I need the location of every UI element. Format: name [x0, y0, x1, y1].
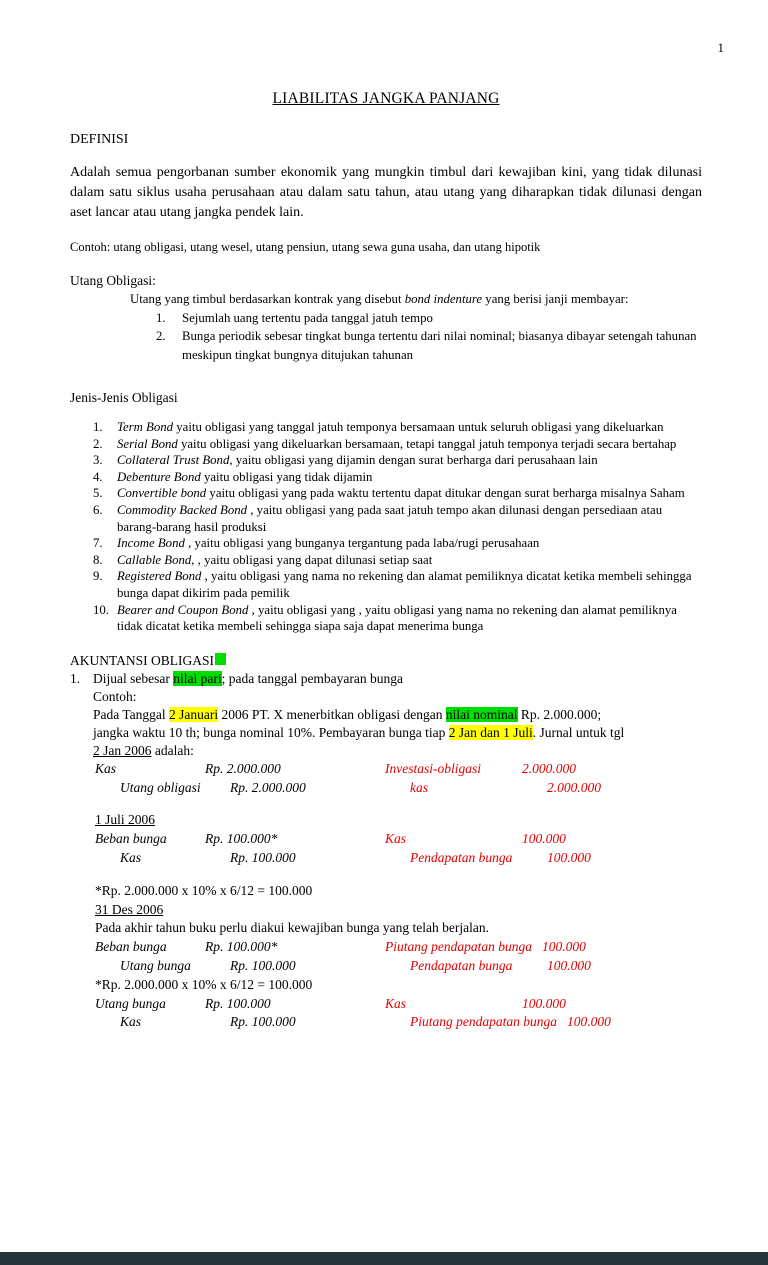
text-run: . Jurnal untuk tgl	[532, 724, 625, 740]
debit-amount: Rp. 100.000*	[205, 831, 278, 847]
debit-amount: Rp. 100.000	[230, 849, 296, 865]
debit-amount: Rp. 100.000	[230, 957, 296, 973]
interest-calculation-note: *Rp. 2.000.000 x 10% x 6/12 = 100.000	[95, 976, 313, 992]
list-item	[93, 436, 702, 453]
bond-term: Registered Bond ,	[117, 569, 208, 584]
debit-account: Kas	[95, 760, 117, 776]
list-item-number: 1.	[70, 670, 81, 686]
bond-description: yaitu obligasi yang , yaitu obligasi yang nama no rekening dan alamat pemiliknya tidak dicatat ketika membeli sehingga siapa saja dapat menerima bunga	[117, 602, 677, 634]
credit-amount: 100.000	[522, 995, 566, 1011]
contoh-line-1	[93, 706, 702, 724]
credit-amount: 2.000.000	[547, 779, 601, 795]
list-item-text	[117, 535, 702, 552]
credit-account: Kas	[385, 995, 407, 1011]
jenis-heading: Jenis-Jenis Obligasi	[70, 390, 178, 406]
bond-description: yaitu obligasi yang bunganya tergantung pada laba/rugi perusahaan	[191, 536, 540, 551]
highlight-nilai-pari: nilai pari	[173, 670, 222, 686]
list-item	[93, 535, 702, 552]
text-run: 2006 PT. X menerbitkan obligasi dengan	[218, 706, 446, 722]
journal-row	[70, 849, 702, 868]
list-item-number: 2.	[93, 436, 103, 451]
journal-row	[70, 1013, 702, 1032]
list-item	[93, 552, 702, 569]
bond-description: yaitu obligasi yang tanggal jatuh temponya bersamaan untuk seluruh obligasi yang dikeluarkan	[173, 420, 664, 435]
interest-calculation-note: *Rp. 2.000.000 x 10% x 6/12 = 100.000	[95, 882, 313, 898]
journal-row	[70, 760, 702, 779]
footer-bar	[0, 1252, 768, 1265]
section-jenis-obligasi	[70, 390, 702, 635]
date-31-des-2006: 31 Des 2006	[95, 901, 164, 917]
intro-text-post: yang berisi janji membayar:	[482, 292, 629, 307]
list-item-text	[117, 452, 702, 469]
credit-amount: 100.000	[522, 831, 566, 847]
bond-term: Callable Bond, ,	[117, 552, 201, 567]
bond-term: Income Bond ,	[117, 536, 192, 551]
list-item-text	[117, 552, 702, 569]
debit-amount: Rp. 100.000*	[205, 939, 278, 955]
utang-obligasi-heading: Utang Obligasi:	[70, 273, 156, 288]
list-item-number: 7.	[93, 536, 103, 551]
contoh-line-2	[93, 724, 702, 742]
bond-description: yaitu obligasi yang pada waktu tertentu dapat ditukar dengan surat berharga misalnya Saham	[206, 486, 685, 501]
debit-amount: Rp. 2.000.000	[230, 779, 306, 795]
credit-account: Piutang pendapatan bunga	[410, 1014, 557, 1030]
bond-description: yaitu obligasi yang dijamin dengan surat berharga dari perusahaan lain	[232, 453, 598, 468]
list-item-number: 6.	[93, 503, 103, 517]
list-item-text	[117, 436, 702, 453]
list-item-text: Sejumlah uang tertentu pada tanggal jatuh tempo	[182, 310, 433, 325]
credit-amount: 100.000	[547, 957, 591, 973]
akuntansi-heading: AKUNTANSI OBLIGASI	[70, 652, 215, 668]
debit-amount: Rp. 100.000	[230, 1014, 296, 1030]
text-run: Rp. 2.000.000;	[517, 706, 602, 722]
text-run: adalah:	[151, 742, 194, 758]
bond-term: Convertible bond	[117, 486, 207, 501]
date-1-juli-2006: 1 Juli 2006	[95, 812, 156, 828]
date-2-jan-2006: 2 Jan 2006	[93, 742, 152, 758]
bond-term: Serial Bond	[117, 436, 178, 451]
bond-term: Bearer and Coupon Bond ,	[117, 602, 255, 617]
credit-account: Investasi-obligasi	[385, 760, 481, 776]
section-akuntansi-obligasi	[70, 652, 702, 760]
text-run: Pada Tanggal	[93, 706, 170, 722]
bond-description: yaitu obligasi yang dapat dilunasi setiap saat	[200, 552, 433, 567]
akuntansi-heading-line	[70, 652, 702, 670]
text-run: ; pada tanggal pembayaran bunga	[221, 670, 404, 686]
text-run: Dijual sebesar	[93, 670, 174, 686]
journal-entries	[70, 760, 702, 1032]
contoh-line-3	[93, 742, 702, 760]
debit-account: Utang bunga	[120, 957, 191, 973]
credit-amount: 100.000	[542, 939, 586, 955]
debit-account: Kas	[120, 849, 142, 865]
list-item	[93, 419, 702, 436]
definisi-heading: DEFINISI	[70, 132, 129, 147]
contoh-line: Contoh: utang obligasi, utang wesel, utang pensiun, utang sewa guna usaha, dan utang hipotik	[70, 240, 541, 254]
list-item-text: Bunga periodik sebesar tingkat bunga tertentu dari nilai nominal; biasanya dibayar setengah tahunan meskipun tingkat bungnya ditujukan tahunan	[182, 329, 697, 362]
list-item	[70, 670, 702, 688]
list-item-number: 3.	[93, 453, 103, 468]
credit-account: Pendapatan bunga	[410, 957, 513, 973]
debit-account: Utang bunga	[95, 995, 166, 1011]
bond-term: Term Bond	[117, 420, 174, 435]
list-item-text	[117, 502, 702, 535]
utang-obligasi-intro	[130, 290, 702, 308]
list-item	[93, 485, 702, 502]
page-number: 1	[717, 40, 724, 55]
section-utang-obligasi	[70, 272, 702, 364]
list-item	[93, 452, 702, 469]
list-item-text	[117, 469, 702, 486]
section-definisi	[70, 132, 702, 255]
list-item	[93, 469, 702, 486]
bond-term: Debenture Bond	[117, 469, 201, 484]
list-item-text	[93, 670, 403, 688]
list-item-number: 5.	[93, 486, 103, 501]
highlight-2-januari: 2 Januari	[169, 706, 219, 722]
highlight-2-jan-dan-1-juli: 2 Jan dan 1 Juli	[448, 724, 533, 740]
debit-amount: Rp. 2.000.000	[205, 760, 281, 776]
journal-date-heading	[70, 811, 702, 830]
list-item-text	[117, 485, 702, 502]
list-item-number: 2.	[156, 329, 166, 344]
credit-amount: 100.000	[547, 849, 591, 865]
credit-account: Pendapatan bunga	[410, 849, 513, 865]
bond-types-list	[70, 419, 702, 635]
credit-account: Piutang pendapatan bunga	[385, 939, 532, 955]
debit-account: Kas	[120, 1014, 142, 1030]
list-item-number: 4.	[93, 469, 103, 484]
list-item-number: 9.	[93, 569, 103, 584]
journal-row	[70, 995, 702, 1014]
text-run: jangka waktu 10 th; bunga nominal 10%. Pembayaran bunga tiap	[93, 724, 449, 740]
list-item-number: 1.	[93, 420, 103, 435]
list-item-text	[117, 568, 702, 601]
list-item-text	[117, 419, 702, 436]
credit-amount: 2.000.000	[522, 760, 576, 776]
list-item	[93, 502, 702, 535]
list-item-text	[117, 602, 702, 635]
list-item-number: 8.	[93, 552, 103, 567]
definisi-body: Adalah semua pengorbanan sumber ekonomik yang mungkin timbul dari kewajiban kini, yang tidak dilunasi dalam satu siklus usaha perusahaan atau dalam satu tahun, atau utang yang diharapkan tidak dilunasi dengan aset lancar atau utang jangka pendek lain.	[70, 165, 702, 220]
accrual-explanation: Pada akhir tahun buku perlu diakui kewajiban bunga yang telah berjalan.	[95, 920, 489, 936]
bond-description: yaitu obligasi yang nama no rekening dan alamat pemiliknya dicatat ketika membeli sehingga bunga dapat dikirim pada pemilik	[117, 569, 692, 600]
list-item	[93, 568, 702, 601]
green-highlight-artifact	[215, 653, 226, 665]
credit-account: kas	[410, 779, 428, 795]
debit-account: Beban bunga	[95, 831, 167, 847]
list-item-number: 1.	[156, 310, 166, 325]
bond-description: yaitu obligasi yang tidak dijamin	[200, 469, 373, 484]
contoh-label: Contoh:	[93, 688, 137, 704]
journal-row	[70, 957, 702, 976]
debit-account: Beban bunga	[95, 939, 167, 955]
list-item-number: 10.	[93, 602, 109, 617]
journal-row	[70, 779, 702, 798]
debit-amount: Rp. 100.000	[205, 995, 271, 1011]
list-item	[93, 602, 702, 635]
list-item	[156, 309, 702, 327]
credit-amount: 100.000	[567, 1014, 611, 1030]
list-item	[156, 327, 702, 364]
journal-row	[70, 938, 702, 957]
bond-indenture-term: bond indenture	[404, 292, 483, 307]
journal-row	[70, 830, 702, 849]
bond-description: yaitu obligasi yang pada saat jatuh tempo akan dilunasi dengan persediaan atau barang-barang hasil produksi	[117, 503, 663, 534]
debit-account: Utang obligasi	[120, 779, 201, 795]
bond-term: Collateral Trust Bond,	[117, 453, 233, 468]
credit-account: Kas	[385, 831, 407, 847]
page-title: LIABILITAS JANGKA PANJANG	[272, 90, 500, 107]
intro-text: Utang yang timbul berdasarkan kontrak yang disebut	[130, 292, 405, 307]
bond-term: Commodity Backed Bond ,	[117, 503, 254, 517]
highlight-nilai-nominal: nilai nominal	[445, 706, 518, 722]
journal-date-heading	[70, 901, 702, 920]
bond-description: yaitu obligasi yang dikeluarkan bersamaan, tetapi tanggal jatuh temponya terjadi secara bertahap	[177, 436, 677, 451]
